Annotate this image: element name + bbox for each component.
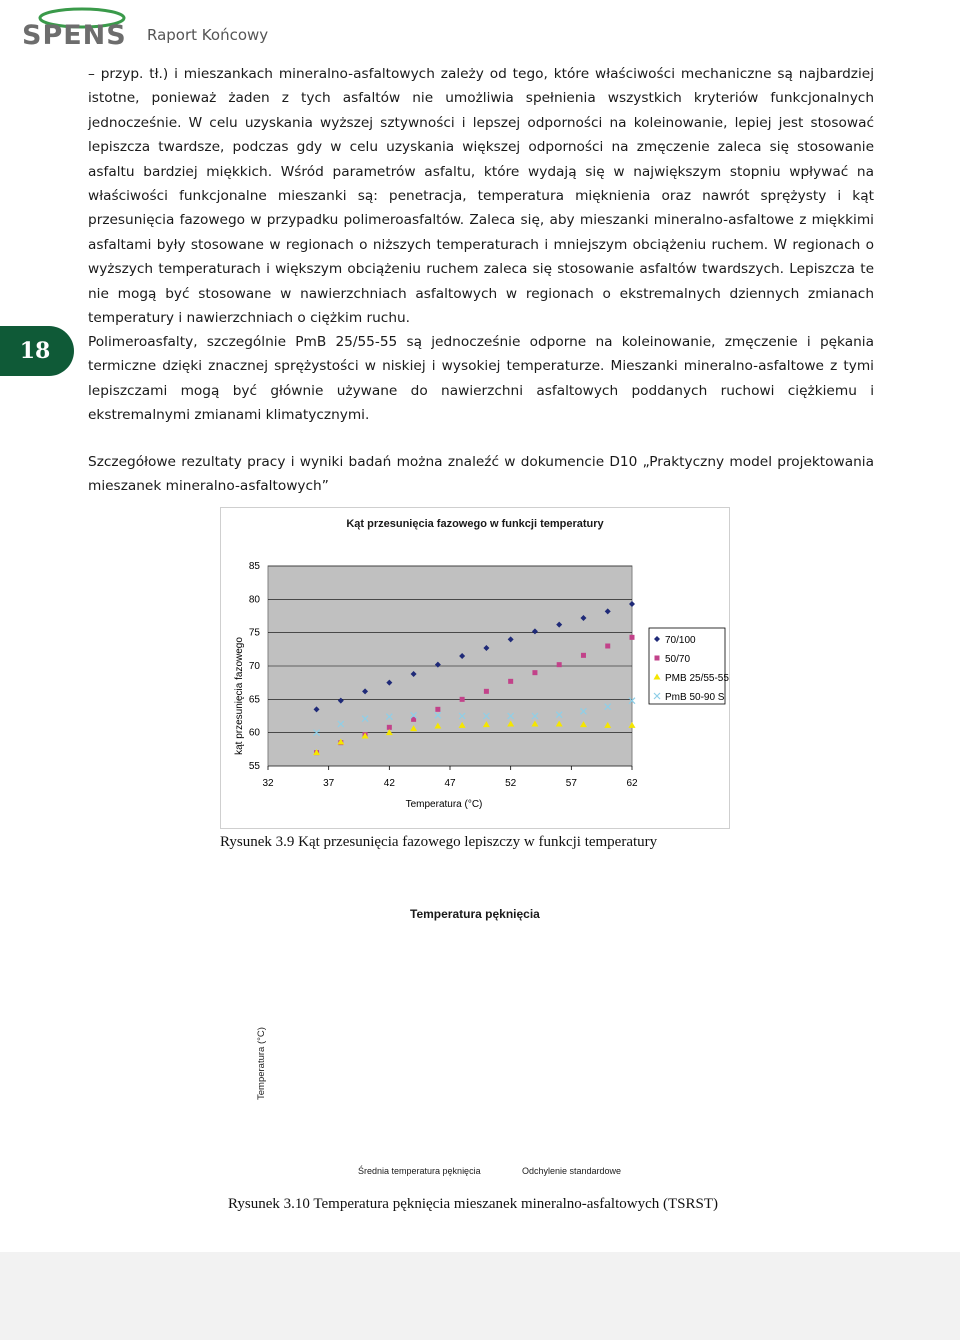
- data-point: [435, 707, 440, 712]
- x-tick-label: 62: [626, 778, 638, 789]
- y-tick-label: 75: [248, 627, 260, 639]
- data-point: [508, 679, 513, 684]
- page-number: 18: [19, 338, 51, 364]
- page-footer-band: [0, 1252, 960, 1340]
- data-point: [581, 653, 586, 658]
- report-subtitle: Raport Końcowy: [147, 26, 269, 44]
- data-point: [387, 725, 392, 730]
- paragraph-1: – przyp. tł.) i mieszankach mineralno-asfaltowych zależy od tego, które właściwości mechaniczne są najbardziej istotne, ponieważ żaden z tych asfaltów nie umożliwia spełnienia wszystkich kryteriów funkcjonalnych jednocześnie. W celu uzyskania wyższej sztywności i lepszej odporności na koleinowanie, lepiej jest stosować lepiszcza twardsze, podczas gdy w celu uzyskania większej odporności na zmęczenie zaleca się stosowanie asfaltu bardziej miękkich. Wśród parametrów asfaltu, które wydają się w największym stopniu wpływać na właściwości funkcjonalne mieszanki są: penetracja, temperatura mięknienia oraz nawrót sprężysty i kąt przesunięcia fazowego w przypadku polimeroasfaltów. Zaleca się, aby mieszanki mineralno-asfaltowe z miękkimi asfaltami były stosowane w regionach o niższych temperaturach i mniejszym obciążeniu ruchem. W regionach o wyższych temperaturach i większym obciążeniu ruchem zaleca się stosowanie asfaltów twardszych. Lepiszcza te nie mogą być stosowane w nawierzchniach asfaltowych w regionach o ekstremalnych dziennych zmianach temperatury i nawierzchniach o ciężkim ruchu.: [88, 66, 874, 327]
- y-tick-label: 80: [248, 594, 260, 606]
- x-tick-label: 42: [383, 778, 395, 789]
- y-tick-label: 60: [248, 727, 260, 739]
- spens-logo-icon: [22, 4, 144, 48]
- data-point: [460, 697, 465, 702]
- figure-3-10-caption: Rysunek 3.10 Temperatura pęknięcia mieszanek mineralno-asfaltowych (TSRST): [228, 1196, 719, 1212]
- legend-std-deviation: Odchylenie standardowe: [522, 1166, 622, 1176]
- x-tick-label: 32: [262, 778, 274, 789]
- legend-label: PMB 25/55-55: [665, 673, 729, 684]
- chart-title: Kąt przesunięcia fazowego w funkcji temperatury: [346, 518, 604, 530]
- y-axis-label: kąt przesunięcia fazowego: [234, 637, 245, 755]
- figure-3-9-caption: Rysunek 3.9 Kąt przesunięcia fazowego lepiszczy w funkcji temperatury: [220, 834, 658, 850]
- svg-text:SPENS: SPENS: [22, 20, 127, 48]
- legend-mean-temperature: Średnia temperatura pęknięcia: [358, 1166, 481, 1176]
- data-point: [605, 644, 610, 649]
- x-tick-label: 37: [323, 778, 335, 789]
- legend-label: 50/70: [665, 654, 691, 665]
- paragraph-3: Szczegółowe rezultaty pracy i wyniki badań można znaleźć w dokumencie D10 „Praktyczny model projektowania mieszanek mineralno-asfaltowych”: [88, 454, 874, 495]
- data-point: [532, 670, 537, 675]
- x-tick-label: 52: [505, 778, 517, 789]
- y-tick-label: 55: [248, 761, 260, 772]
- data-point: [557, 662, 562, 667]
- x-tick-label: 57: [565, 778, 577, 789]
- y-tick-label: 85: [248, 561, 260, 572]
- paragraph-2: Polimeroasfalty, szczególnie PmB 25/55-55 są jednocześnie odporne na koleinowanie, zmęczenie i pękania termiczne dzięki znacznej sprężystości w niskiej i wysokiej temperaturze. Mieszanki mineralno-asfaltowe z tymi lepiszczami mogą być głównie używane do nawierzchni asfaltowych poddanych ruchowi ciężkiemu i ekstremalnymi zmianami klimatycznymi.: [88, 334, 874, 424]
- y-tick-label: 70: [248, 661, 260, 672]
- phase-angle-plot: [221, 508, 729, 828]
- data-point: [655, 656, 660, 661]
- fracture-chart-title: Temperatura pęknięcia: [410, 907, 540, 921]
- x-tick-label: 47: [444, 778, 456, 789]
- legend-label: PmB 50-90 S: [665, 692, 725, 703]
- header-logo: [22, 4, 322, 48]
- y-tick-label: 65: [248, 694, 260, 706]
- data-point: [630, 635, 635, 640]
- x-axis-label: Temperatura (°C): [405, 799, 483, 810]
- data-point: [484, 689, 489, 694]
- legend-label: 70/100: [665, 635, 696, 646]
- page-number-tab: [0, 326, 74, 376]
- phase-angle-chart: [220, 507, 730, 829]
- fracture-chart-ylabel: Temperatura (°C): [256, 1027, 267, 1100]
